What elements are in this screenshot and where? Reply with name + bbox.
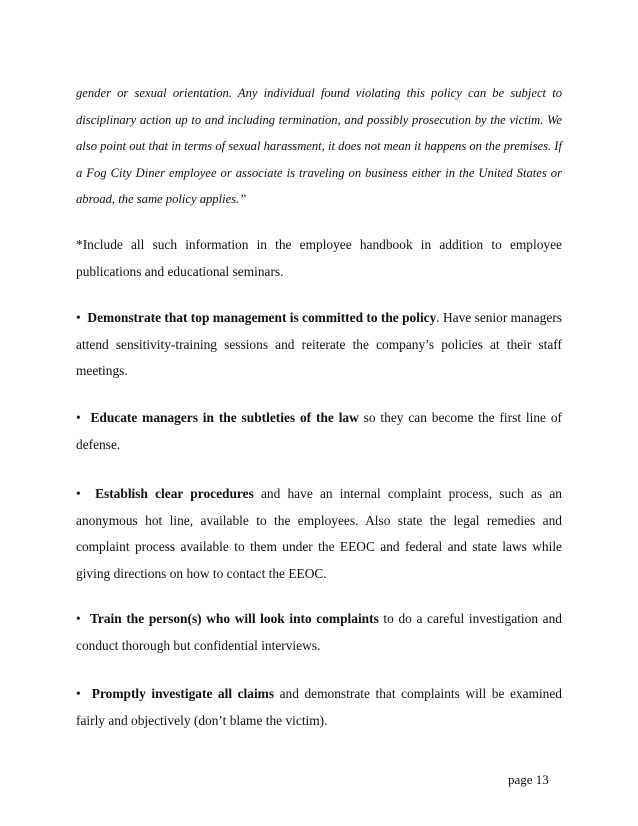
bullet-heading: Establish clear procedures xyxy=(95,486,254,501)
bullet-icon: • xyxy=(76,686,81,701)
bullet-text: and have an internal complaint process, such as an anonymous hot line, available to the employees. Also state the legal remedies and complaint process available to them under the EEOC and federal and state laws while giving directions on how to contact the EEOC. xyxy=(76,486,562,581)
bullet-paragraph xyxy=(76,481,562,587)
bullet-icon: • xyxy=(76,611,81,626)
bullet-icon: • xyxy=(76,486,81,501)
bullet-paragraph xyxy=(76,681,562,734)
policy-quote-paragraph: gender or sexual orientation. Any individual found violating this policy can be subject to disciplinary action up to and including termination, and possibly prosecution by the victim. We also point out that in terms of sexual harassment, it does not mean it happens on the premises. If a Fog City Diner employee or associate is traveling on business either in the United States or abroad, the same policy applies.” xyxy=(76,86,562,206)
bullet-icon: • xyxy=(76,410,81,425)
bullet-heading: Educate managers in the subtleties of the law xyxy=(90,410,359,425)
bullet-text: and demonstrate that complaints will be examined fairly and objectively (don’t blame the victim). xyxy=(76,686,563,728)
bullet-paragraph xyxy=(76,606,562,659)
bullet-heading: Train the person(s) who will look into complaints xyxy=(89,611,379,626)
bullet-paragraph xyxy=(76,405,562,458)
handbook-note-paragraph: *Include all such information in the employee handbook in addition to employee publications and educational seminars. xyxy=(76,237,562,279)
bullet-text: to do a careful investigation and conduct thorough but confidential interviews. xyxy=(76,611,562,653)
bullet-paragraph xyxy=(76,305,562,385)
page-number: page 13 xyxy=(508,772,549,787)
bullet-heading: Demonstrate that top management is committed to the policy xyxy=(87,310,437,325)
bullet-heading: Promptly investigate all claims xyxy=(91,686,275,701)
bullet-text: so they can become the first line of defense. xyxy=(76,410,563,452)
bullet-icon: • xyxy=(76,310,81,325)
bullet-text: . Have senior managers attend sensitivity-training sessions and reiterate the company’s policies at their staff meetings. xyxy=(76,310,562,378)
